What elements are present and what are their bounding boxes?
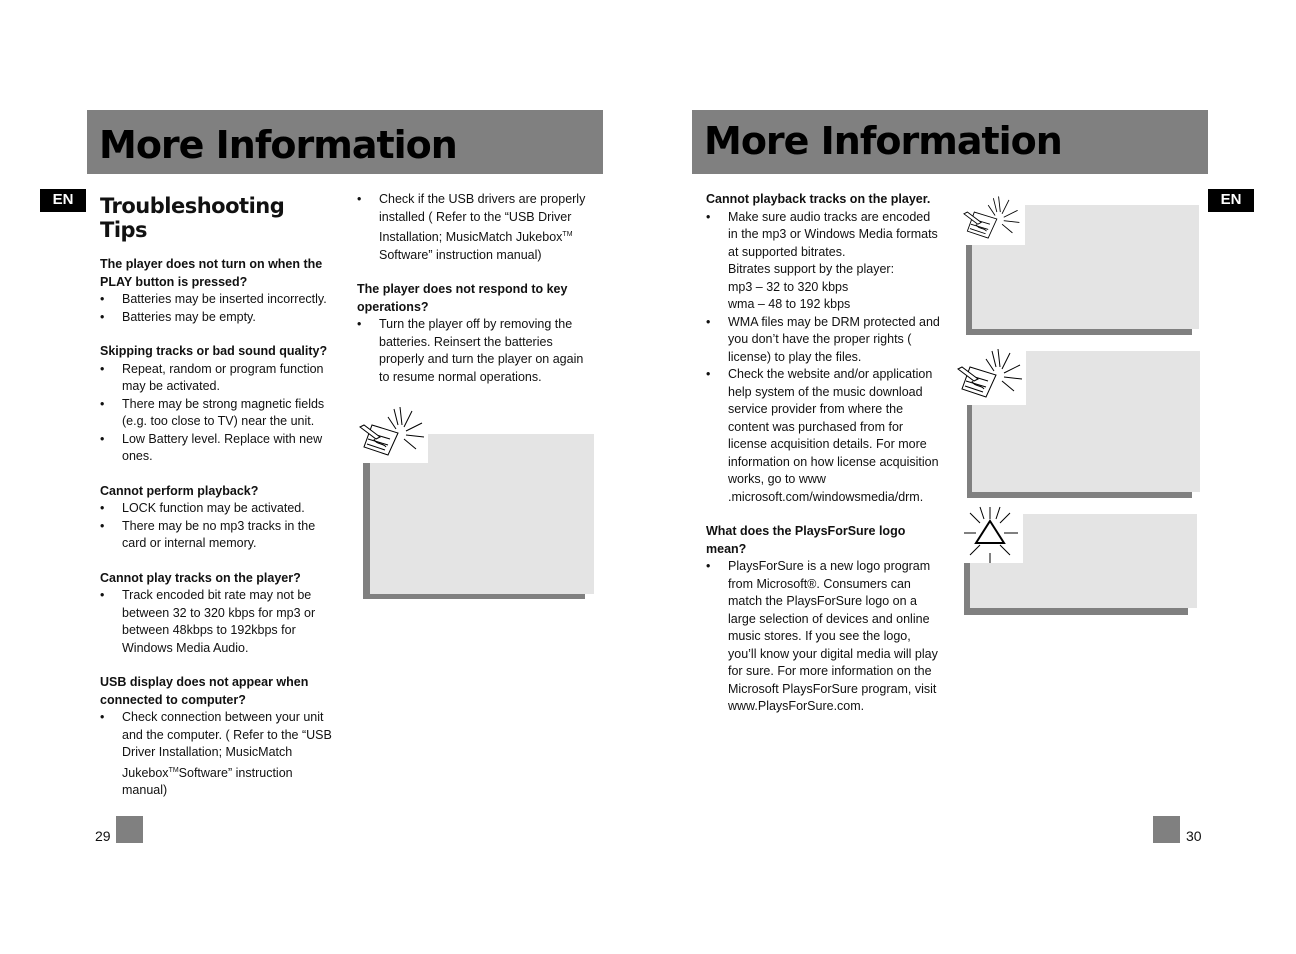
faq-skipping xyxy=(100,343,335,466)
left-page-number: 29 xyxy=(95,828,111,844)
faq-question: Cannot playback tracks on the player. xyxy=(706,192,931,206)
hand-writing-note-icon xyxy=(358,403,428,463)
answer-text: • Make sure audio tracks are encoded in the mp3 or Windows Media formats at supported bitrates. xyxy=(728,209,938,259)
section-title: Troubleshooting Tips xyxy=(100,194,285,242)
faq-playsforsure xyxy=(706,523,942,716)
answer-text: Software” instruction manual) xyxy=(122,765,293,798)
faq-question: Cannot play tracks on the player? xyxy=(100,570,301,585)
left-header-banner xyxy=(87,110,603,174)
faq-answer-item: • Turn the player off by removing the batteries. Reinsert the batteries properly and turn the player on again to resume normal operations. xyxy=(357,316,589,386)
answer-text: Check connection between your unit and the computer. ( Refer to the “USB Driver Installation; MusicMatch Jukebox xyxy=(122,710,332,780)
left-column-1 xyxy=(100,194,335,817)
faq-answer-item: • There may be strong magnetic fields (e.g. too close to TV) near the unit. xyxy=(100,396,335,431)
faq-answer-item xyxy=(706,209,942,314)
faq-answer-item: • Repeat, random or program function may be activated. xyxy=(100,361,335,396)
faq-answer-item: • Check the website and/or application help system of the music download service provider from where the content was purchased from for license acquisition details. For more information on how license acquisition works, go to www .microsoft.com/windowsmedia/drm. xyxy=(706,366,942,506)
answer-text: Bitrates support by the player: xyxy=(728,262,895,276)
answer-text: Check if the USB drivers are properly installed ( Refer to the “USB Driver Installation; MusicMatch Jukebox xyxy=(379,192,586,245)
faq-answer-item xyxy=(357,191,589,264)
faq-answer-item: • Batteries may be empty. xyxy=(100,309,335,327)
faq-question: What does the PlaysForSure logo mean? xyxy=(706,524,906,556)
faq-question: Skipping tracks or bad sound quality? xyxy=(100,344,328,358)
right-column-1 xyxy=(706,191,942,733)
trademark-mark: TM xyxy=(168,766,179,774)
left-column-2 xyxy=(357,191,589,403)
faq-answer-item: • Track encoded bit rate may not be between 32 to 320 kbps for mp3 or between 48kbps to 192kbps for Windows Media Audio. xyxy=(100,587,335,657)
faq-usb-display xyxy=(100,674,335,800)
left-lang-tab: EN xyxy=(40,189,86,212)
right-page-title: More Information xyxy=(704,119,1062,163)
faq-play-tracks xyxy=(100,570,335,658)
trademark-mark: TM xyxy=(562,231,573,238)
faq-key-operations xyxy=(357,281,589,386)
faq-question: Cannot perform playback? xyxy=(100,483,259,498)
faq-question: The player does not turn on when the PLAY button is pressed? xyxy=(100,257,323,289)
faq-question: The player does not respond to key operations? xyxy=(357,282,568,314)
right-lang-tab: EN xyxy=(1208,189,1254,212)
faq-answer-item: • Low Battery level. Replace with new ones. xyxy=(100,431,335,466)
bitrate-wma: wma – 48 to 192 kbps xyxy=(728,297,851,311)
bitrate-mp3: mp3 – 32 to 320 kbps xyxy=(728,279,849,294)
faq-answer-item: • PlaysForSure is a new logo program from Microsoft®. Consumers can match the PlaysForSure logo on a large selection of devices and online music stores. If you see the logo, you’ll know your digital media will play for sure. For more information on the Microsoft PlaysForSure program, visit www.PlaysForSure.com. xyxy=(706,558,942,716)
hand-writing-note-icon xyxy=(956,345,1026,405)
faq-answer-item: • Batteries may be inserted incorrectly. xyxy=(100,291,335,309)
warning-triangle-icon xyxy=(958,505,1023,563)
faq-answer-item: • LOCK function may be activated. xyxy=(100,500,335,518)
right-page-marker xyxy=(1153,816,1180,843)
faq-answer-item xyxy=(100,709,335,800)
faq-question: USB display does not appear when connected to computer? xyxy=(100,675,309,707)
answer-text: Software” instruction manual) xyxy=(379,247,542,262)
right-header-banner xyxy=(692,110,1208,174)
faq-answer-item: • There may be no mp3 tracks in the card or internal memory. xyxy=(100,518,335,553)
note-box xyxy=(956,345,1202,500)
faq-answer-item: • WMA files may be DRM protected and you don’t have the proper rights ( license) to play the files. xyxy=(706,314,942,367)
left-page-title: More Information xyxy=(99,123,457,167)
note-box xyxy=(960,193,1202,338)
right-page-number: 30 xyxy=(1186,828,1202,844)
faq-playback xyxy=(100,483,335,553)
faq-usb-continued xyxy=(357,191,589,264)
left-page-marker xyxy=(116,816,143,843)
faq-cannot-playback xyxy=(706,191,942,506)
hand-writing-note-icon xyxy=(960,193,1025,245)
faq-power xyxy=(100,256,335,326)
note-box xyxy=(358,403,598,603)
warning-box xyxy=(958,505,1200,620)
